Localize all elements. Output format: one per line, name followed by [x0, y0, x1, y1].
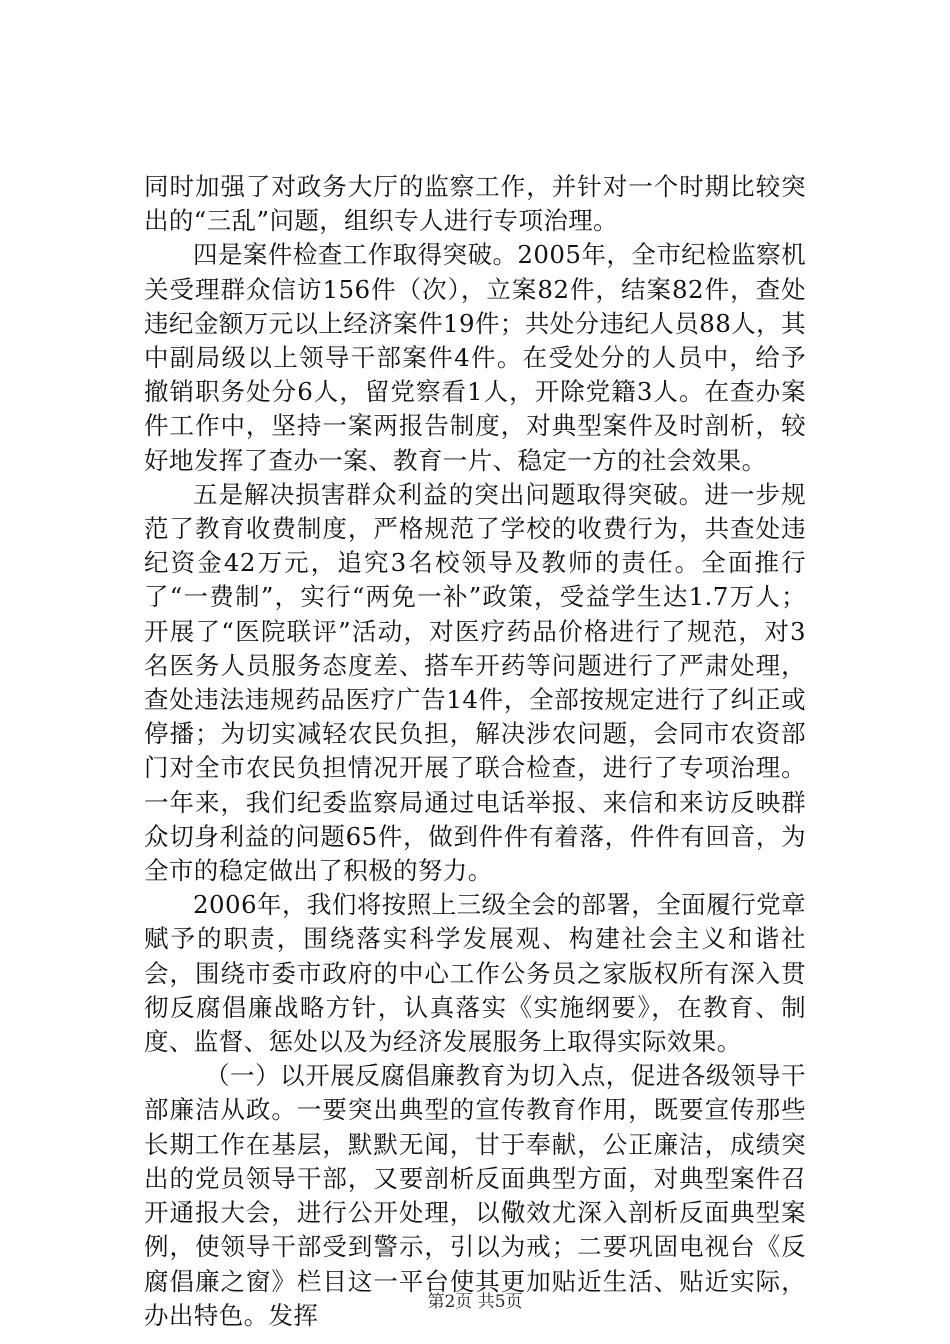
paragraph-anticorruption-education: （一）以开展反腐倡廉教育为切入点，促进各级领导干部廉洁从政。一要突出典型的宣传教育作用，既要宣传那些长期工作在基层，默默无闻，甘于奉献，公正廉洁，成绩突出的党员领导干部，又要剖析反面典型方面，对典型案件召开通报大会，进行公开处理，以儆效尤深入剖析反面典型案例，使领导干部受到警示，引以为戒；二要巩固电视台《反腐倡廉之窗》栏目这一平台使其更加贴近生活、贴近实际，办出特色。发挥 [144, 1061, 806, 1330]
paragraph-2006-plan: 2006年，我们将按照上三级全会的部署，全面履行党章赋予的职责，围绕落实科学发展观、构建社会主义和谐社会，围绕市委市政府的中心工作公务员之家版权所有深入贯彻反腐倡廉战略方针，认真落实《实施纲要》，在教育、制度、监督、惩处以及为经济发展服务上取得实际效果。 [144, 890, 806, 1057]
paragraph-case-investigation: 四是案件检查工作取得突破。2005年，全市纪检监察机关受理群众信访156件（次），立案82件，结案82件，查处违纪金额万元以上经济案件19件；共处分违纪人员88人，其中副局级以上领导干部案件4件。在受处分的人员中，给予撤销职务处分6人，留党察看1人，开除党籍3人。在查办案件工作中，坚持一案两报告制度，对典型案件及时剖析，较好地发挥了查办一案、教育一片、稳定一方的社会效果。 [144, 240, 806, 475]
paragraph-government-hall: 同时加强了对政务大厅的监察工作，并针对一个时期比较突出的“三乱”问题，组织专人进行专项治理。 [144, 172, 806, 236]
page-number-footer: 第2页 共5页 [427, 1292, 523, 1312]
paragraph-public-interest: 五是解决损害群众利益的突出问题取得突破。进一步规范了教育收费制度，严格规范了学校的收费行为，共查处违纪资金42万元，追究3名校领导及教师的责任。全面推行了“一费制”，实行“两免一补”政策，受益学生达1.7万人；开展了“医院联评”活动，对医疗药品价格进行了规范，对3名医务人员服务态度差、搭车开药等问题进行了严肃处理，查处违法违规药品医疗广告14件，全部按规定进行了纠正或停播；为切实减轻农民负担，解决涉农问题，会同市农资部门对全市农民负担情况开展了联合检查，进行了专项治理。一年来，我们纪委监察局通过电话举报、来信和来访反映群众切身利益的问题65件，做到件件有着落，件件有回音，为全市的稳定做出了积极的努力。 [144, 479, 806, 886]
document-body [144, 170, 806, 1333]
